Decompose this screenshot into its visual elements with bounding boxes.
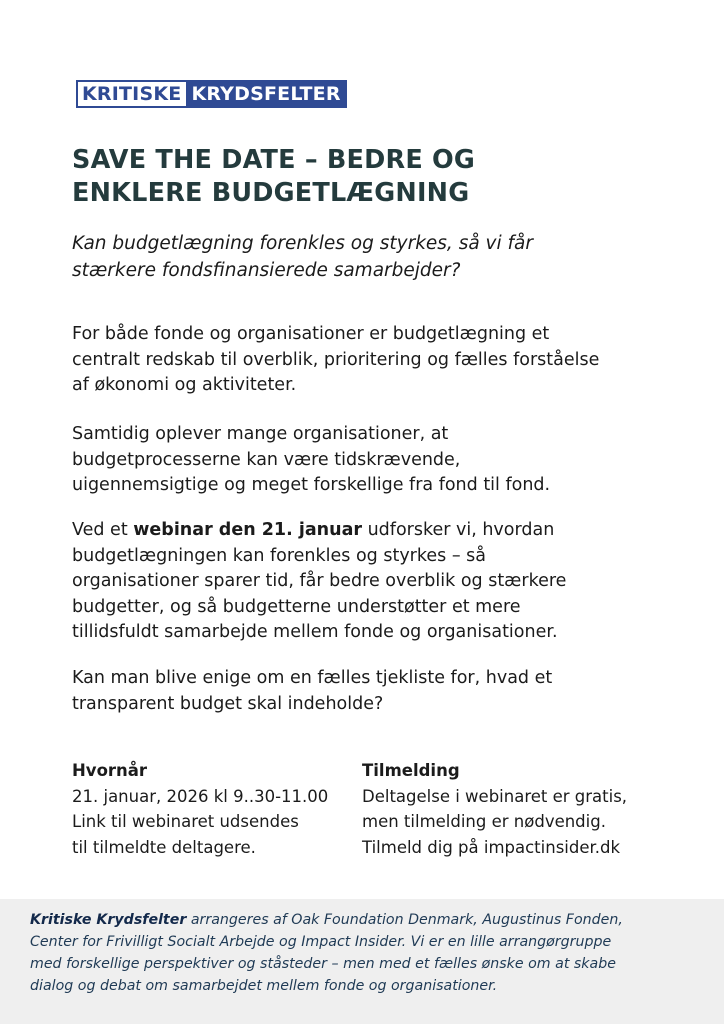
logo-part-kritiske: KRITISKE [78, 82, 186, 106]
footer-panel [0, 899, 724, 1024]
kritiske-krydsfelter-logo [76, 80, 347, 108]
text-line [72, 518, 682, 544]
footer-text [30, 909, 710, 997]
text-pre: Ved et [72, 520, 134, 540]
signup-line: Deltagelse i webinaret er gratis, [362, 786, 628, 806]
when-line: til tilmeldte deltagere. [72, 837, 256, 857]
when-heading: Hvornår [72, 761, 148, 780]
page-title [72, 144, 672, 210]
paragraph-webinar [72, 518, 682, 646]
title-line-1: SAVE THE DATE – BEDRE OG [72, 145, 476, 175]
subtitle-line-1: Kan budgetlægning forenkles og styrkes, så vi får [72, 233, 533, 254]
footer-line: dialog og debat om samarbejdet mellem fonde og organisationer. [30, 978, 498, 994]
text-line: Samtidig oplever mange organisationer, at [72, 424, 449, 444]
footer-line: med forskellige perspektiver og ståsteder – men med et fælles ønske om at skabe [30, 956, 616, 972]
subtitle [72, 230, 672, 284]
signup-link-text: Tilmeld dig på impactinsider.dk [362, 837, 621, 857]
text-line: af økonomi og aktiviteter. [72, 375, 297, 395]
text-line: budgetprocesserne kan være tidskrævende, [72, 449, 461, 470]
text-line: tillidsfuldt samarbejde mellem fonde og organisationer. [72, 622, 558, 642]
footer-line-1-rest: arrangeres af Oak Foundation Denmark, Augustinus Fonden, [186, 912, 623, 928]
subtitle-line-2: stærkere fondsfinansierede samarbejder? [72, 260, 461, 281]
text-line: centralt redskab til overblik, prioritering og fælles forståelse [72, 349, 600, 370]
text-line: For både fonde og organisationer er budgetlægning et [72, 324, 550, 344]
signup-section [362, 758, 702, 860]
logo-part-krydsfelter: KRYDSFELTER [186, 82, 344, 106]
title-line-2: ENKLERE BUDGETLÆGNING [72, 178, 470, 208]
paragraph-intro [72, 322, 682, 399]
paragraph-challenge [72, 422, 682, 499]
signup-heading: Tilmelding [362, 761, 460, 780]
footer-line: Center for Frivilligt Socialt Arbejde og Impact Insider. Vi er en lille arrangørgruppe [30, 934, 612, 950]
text-line: Kan man blive enige om en fælles tjekliste for, hvad et [72, 668, 553, 688]
text-post: udforsker vi, hvordan [362, 520, 555, 540]
when-section [72, 758, 372, 860]
paragraph-question [72, 666, 682, 717]
signup-line: men tilmelding er nødvendig. [362, 812, 606, 831]
text-line: uigennemsigtige og meget forskellige fra fond til fond. [72, 475, 551, 495]
text-line: transparent budget skal indeholde? [72, 693, 384, 714]
text-line: organisationer sparer tid, får bedre overblik og stærkere [72, 571, 567, 591]
footer-brand: Kritiske Krydsfelter [30, 912, 187, 928]
text-line: budgetlægningen kan forenkles og styrkes – så [72, 545, 486, 566]
when-date: 21. januar, 2026 kl 9..30-11.00 [72, 786, 329, 806]
when-line: Link til webinaret udsendes [72, 812, 299, 831]
footer-line [30, 909, 710, 931]
webinar-date-highlight: webinar den 21. januar [133, 520, 363, 540]
text-line: budgetter, og så budgetterne understøtter et mere [72, 596, 521, 617]
